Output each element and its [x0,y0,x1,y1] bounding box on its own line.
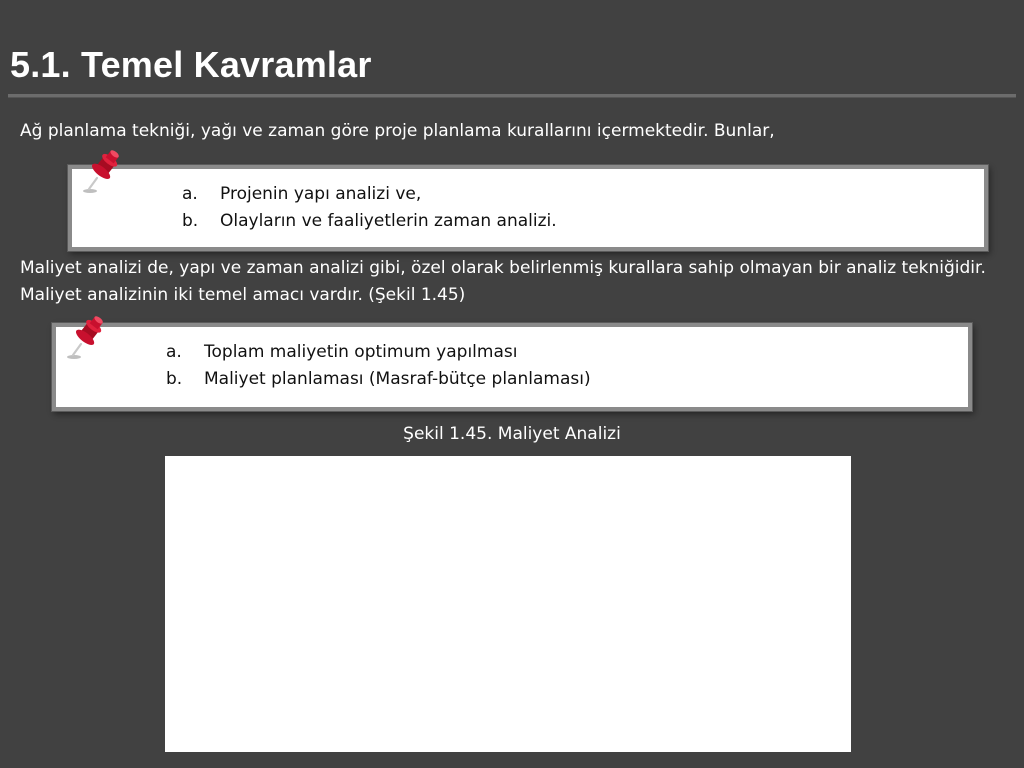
cost-analysis-paragraph: Maliyet analizi de, yapı ve zaman analizi gibi, özel olarak belirlenmiş kurallara sahip olmayan bir analiz tekniğidir. Maliyet analizinin iki temel amacı vardır. (Şekil 1.45) [20,258,986,305]
intro-paragraph: Ağ planlama tekniği, yağı ve zaman göre proje planlama kurallarını içermektedir. Bunlar, [20,121,775,141]
list-marker: b. [166,369,183,389]
list-item [182,208,557,235]
pushpin-icon [78,145,128,197]
list-marker: a. [182,184,198,204]
list-marker: a. [166,342,182,362]
cost-analysis-list [166,339,591,393]
network-planning-list [182,181,557,235]
list-item-text: Maliyet planlaması (Masraf-bütçe planlaması) [204,369,591,389]
list-item [166,366,591,393]
list-marker: b. [182,211,199,231]
callout-box-network-planning [68,165,988,251]
list-item [166,339,591,366]
figure-caption: Şekil 1.45. Maliyet Analizi [403,424,621,444]
list-item-text: Projenin yapı analizi ve, [220,184,422,204]
slide-title: 5.1. Temel Kavramlar [10,44,372,85]
pushpin-icon [62,311,112,363]
figure-image-placeholder [165,456,851,752]
title-divider [8,94,1016,98]
list-item-text: Toplam maliyetin optimum yapılması [204,342,518,362]
list-item [182,181,557,208]
callout-box-cost-analysis [52,323,972,411]
list-item-text: Olayların ve faaliyetlerin zaman analizi. [220,211,557,231]
